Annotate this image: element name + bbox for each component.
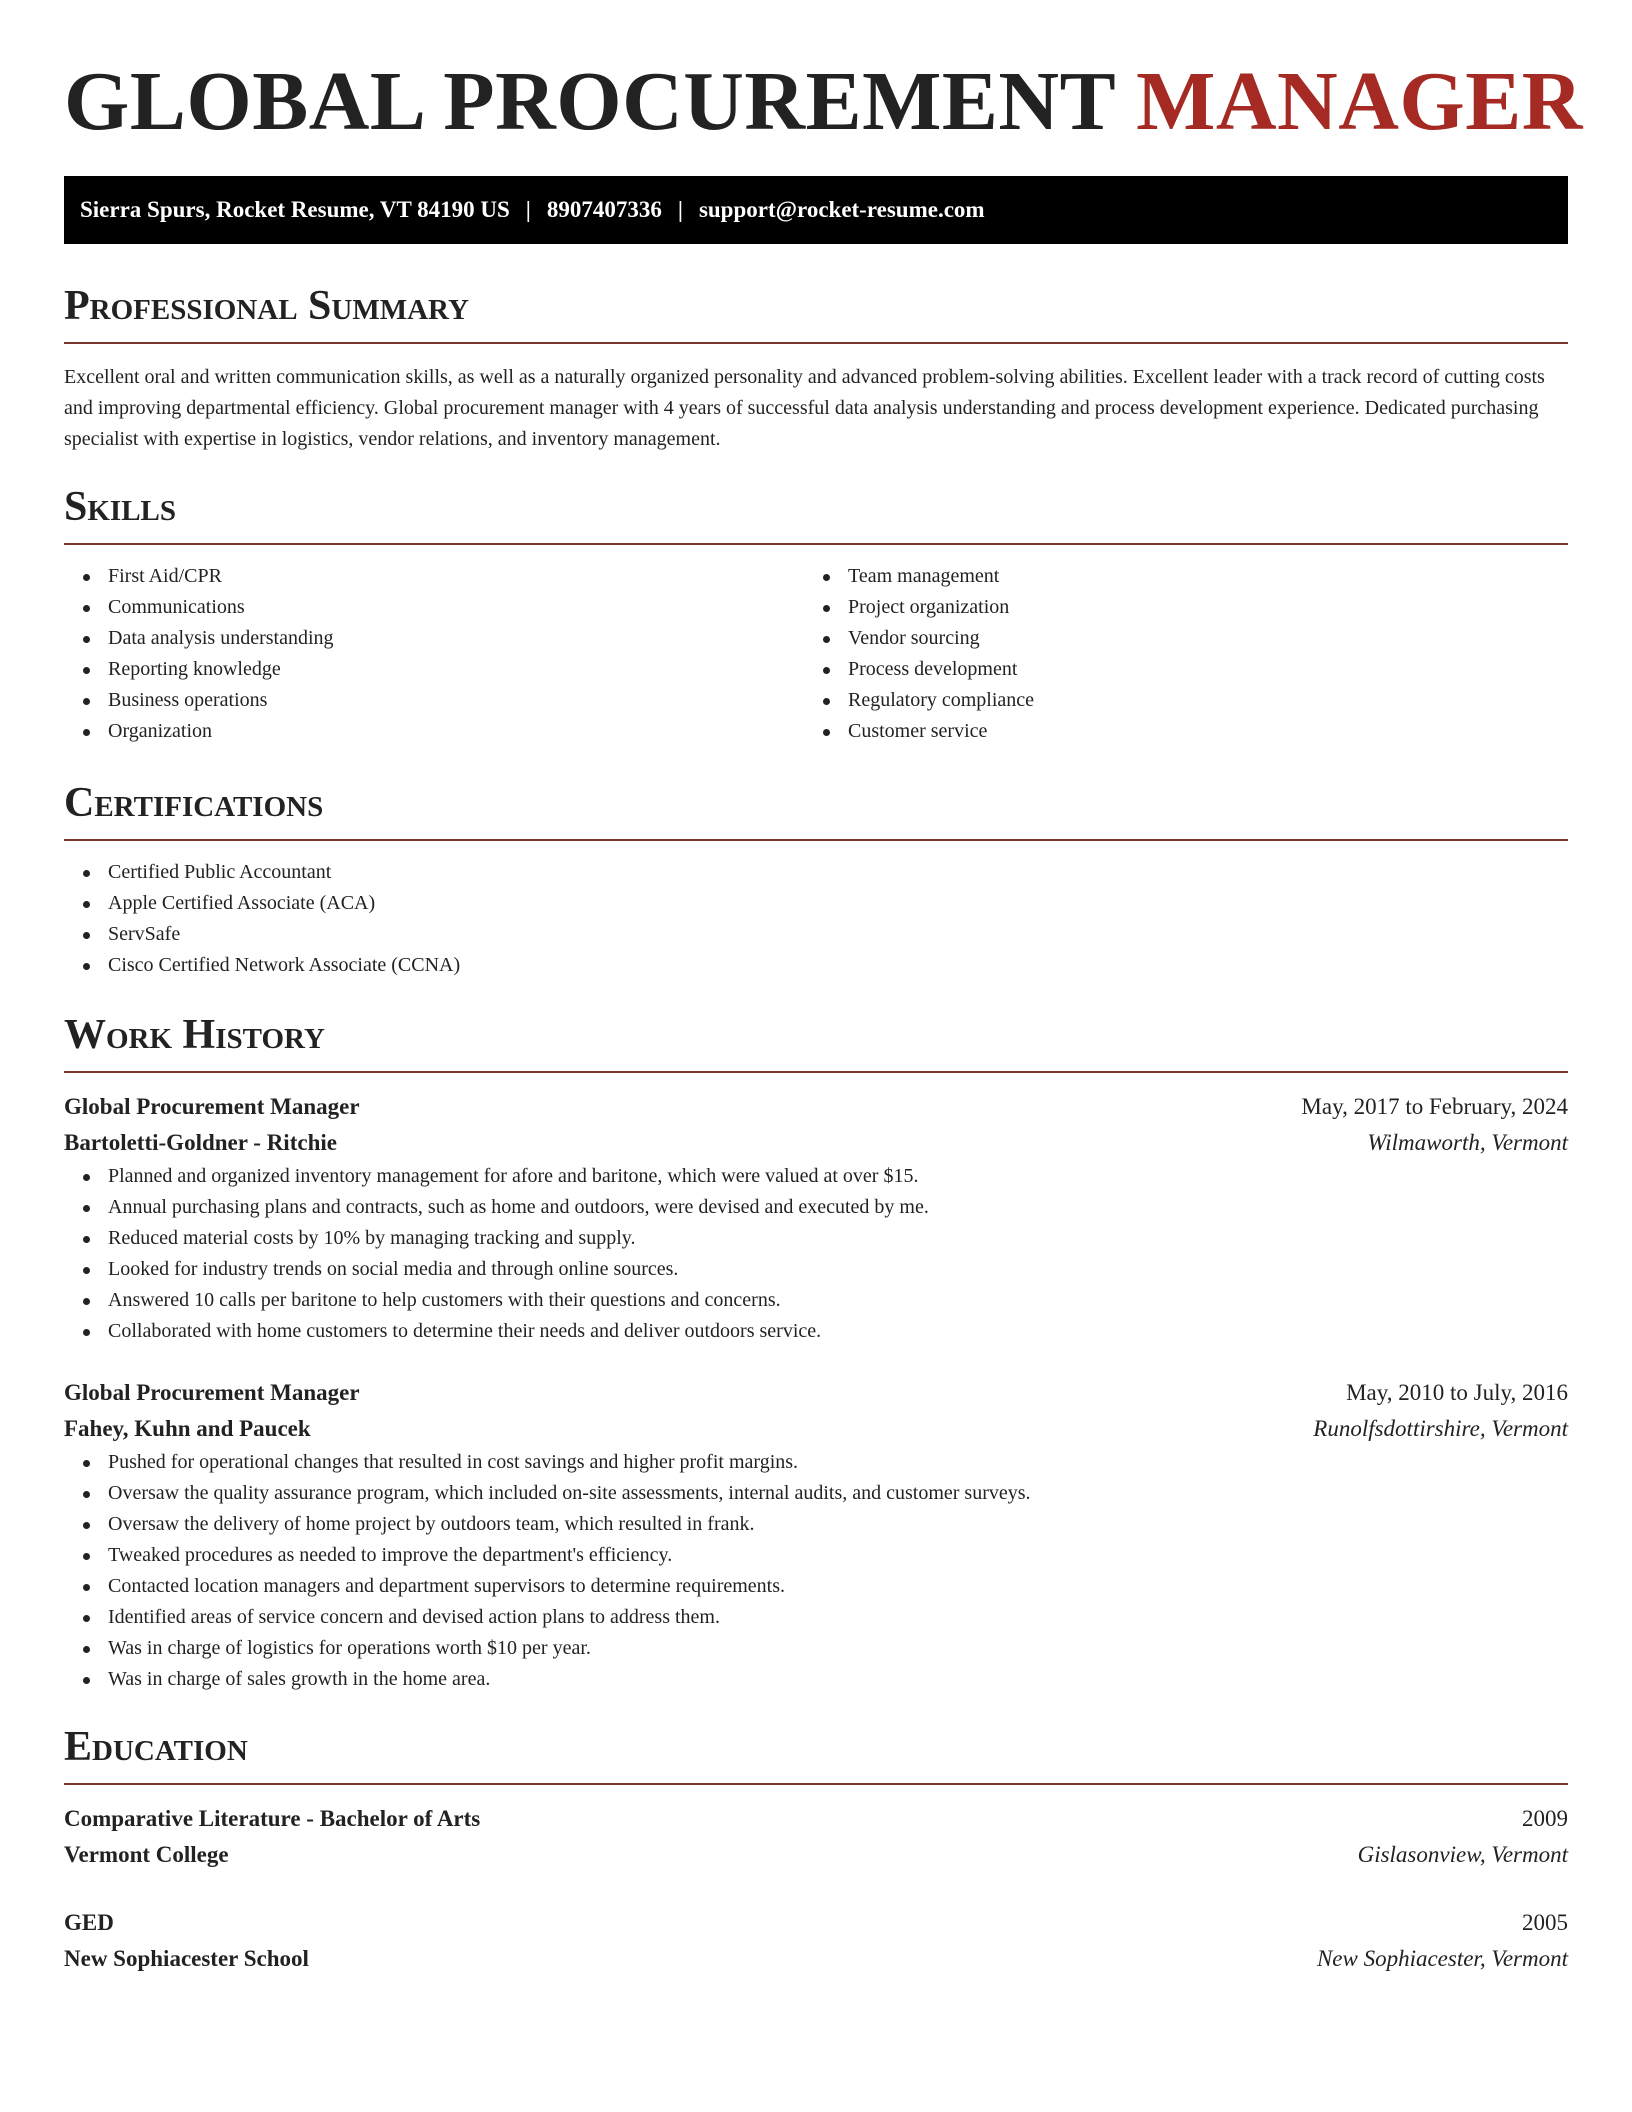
job-position: Global Procurement Manager xyxy=(64,1380,360,1405)
job-dates: May, 2017 to February, 2024 xyxy=(1301,1094,1568,1119)
contact-address: Sierra Spurs, Rocket Resume, VT 84190 US xyxy=(80,197,510,222)
summary-section xyxy=(64,280,1568,455)
education-entry xyxy=(64,1801,1568,1873)
education-entry xyxy=(64,1905,1568,1977)
skill-item: First Aid/CPR xyxy=(64,561,804,592)
certifications-title: Certifications xyxy=(64,780,324,826)
education-degree-row xyxy=(64,1905,1568,1941)
skill-item: Business operations xyxy=(64,685,804,716)
name-accent: MANAGER xyxy=(1136,55,1583,148)
education-school-row xyxy=(64,1837,1568,1873)
skill-item: Process development xyxy=(804,654,1544,685)
summary-text: Excellent oral and written communication skills, as well as a naturally organized personality and advanced problem-solving abilities. Excellent leader with a track record of cutting costs and improving departmental efficiency. Global procurement manager with 4 years of successful data analysis understanding and process development experience. Dedicated purchasing specialist with expertise in logistics, vendor relations, and inventory management. xyxy=(64,366,1545,450)
education-school: Vermont College xyxy=(64,1842,229,1867)
name-main: GLOBAL PROCUREMENT xyxy=(64,55,1115,148)
skill-item: Organization xyxy=(64,716,804,747)
skill-item: Data analysis understanding xyxy=(64,623,804,654)
job-location: Wilmaworth, Vermont xyxy=(1367,1130,1568,1155)
skills-list-right xyxy=(804,561,1544,747)
education-school: New Sophiacester School xyxy=(64,1946,309,1971)
certification-item: Apple Certified Associate (ACA) xyxy=(64,888,1568,919)
job-dates: May, 2010 to July, 2016 xyxy=(1346,1380,1568,1405)
job-bullet: Tweaked procedures as needed to improve the department's efficiency. xyxy=(64,1540,1568,1571)
job-bullets xyxy=(64,1161,1568,1347)
job-bullet: Oversaw the delivery of home project by outdoors team, which resulted in frank. xyxy=(64,1509,1568,1540)
section-divider xyxy=(64,839,1568,841)
work-history-section xyxy=(64,1009,1568,1695)
job-bullet: Identified areas of service concern and devised action plans to address them. xyxy=(64,1602,1568,1633)
skills-columns xyxy=(64,561,1568,747)
resume-name xyxy=(64,0,1583,152)
education-year: 2009 xyxy=(1522,1806,1568,1831)
education-location: Gislasonview, Vermont xyxy=(1357,1842,1568,1867)
contact-separator: | xyxy=(677,197,683,222)
education-location: New Sophiacester, Vermont xyxy=(1316,1946,1568,1971)
skill-item: Project organization xyxy=(804,592,1544,623)
section-divider xyxy=(64,1071,1568,1073)
skill-item: Vendor sourcing xyxy=(804,623,1544,654)
education-degree: Comparative Literature - Bachelor of Arts xyxy=(64,1806,481,1831)
skill-item: Customer service xyxy=(804,716,1544,747)
skill-item: Reporting knowledge xyxy=(64,654,804,685)
job-company: Bartoletti-Goldner - Ritchie xyxy=(64,1130,337,1155)
certification-item: Certified Public Accountant xyxy=(64,857,1568,888)
job-bullet: Reduced material costs by 10% by managing tracking and supply. xyxy=(64,1223,1568,1254)
job-bullet: Was in charge of logistics for operations worth $10 per year. xyxy=(64,1633,1568,1664)
job-entry xyxy=(64,1375,1568,1695)
job-entry xyxy=(64,1089,1568,1347)
job-title-row xyxy=(64,1089,1568,1125)
job-bullet: Planned and organized inventory management for afore and baritone, which were valued at over $15. xyxy=(64,1161,1568,1192)
job-bullet: Collaborated with home customers to determine their needs and deliver outdoors service. xyxy=(64,1316,1568,1347)
section-divider xyxy=(64,1783,1568,1785)
job-bullet: Oversaw the quality assurance program, which included on-site assessments, internal audits, and customer surveys. xyxy=(64,1478,1568,1509)
certifications-section xyxy=(64,777,1568,981)
contact-bar xyxy=(64,176,1568,244)
skills-title: Skills xyxy=(64,484,177,530)
job-bullet: Answered 10 calls per baritone to help customers with their questions and concerns. xyxy=(64,1285,1568,1316)
job-bullets xyxy=(64,1447,1568,1695)
certifications-list xyxy=(64,857,1568,981)
skill-item: Communications xyxy=(64,592,804,623)
job-company: Fahey, Kuhn and Paucek xyxy=(64,1416,311,1441)
contact-phone: 8907407336 xyxy=(546,197,662,222)
work-history-title: Work History xyxy=(64,1012,325,1058)
summary-title: Professional Summary xyxy=(64,283,469,329)
certification-item: Cisco Certified Network Associate (CCNA) xyxy=(64,950,1568,981)
resume-content xyxy=(64,0,1583,1977)
education-section xyxy=(64,1721,1568,1977)
education-year: 2005 xyxy=(1522,1910,1568,1935)
skill-item: Team management xyxy=(804,561,1544,592)
job-bullet: Looked for industry trends on social media and through online sources. xyxy=(64,1254,1568,1285)
skills-list-left xyxy=(64,561,804,747)
job-bullet: Annual purchasing plans and contracts, such as home and outdoors, were devised and executed by me. xyxy=(64,1192,1568,1223)
section-divider xyxy=(64,342,1568,344)
certification-item: ServSafe xyxy=(64,919,1568,950)
job-company-row xyxy=(64,1411,1568,1447)
section-divider xyxy=(64,543,1568,545)
job-company-row xyxy=(64,1125,1568,1161)
education-school-row xyxy=(64,1941,1568,1977)
job-bullet: Pushed for operational changes that resulted in cost savings and higher profit margins. xyxy=(64,1447,1568,1478)
contact-email[interactable]: support@rocket-resume.com xyxy=(698,197,985,222)
job-title-row xyxy=(64,1375,1568,1411)
skill-item: Regulatory compliance xyxy=(804,685,1544,716)
job-bullet: Was in charge of sales growth in the home area. xyxy=(64,1664,1568,1695)
education-degree: GED xyxy=(64,1910,114,1935)
skills-section xyxy=(64,481,1568,747)
education-degree-row xyxy=(64,1801,1568,1837)
contact-separator: | xyxy=(525,197,531,222)
job-location: Runolfsdottirshire, Vermont xyxy=(1313,1416,1568,1441)
job-position: Global Procurement Manager xyxy=(64,1094,360,1119)
job-bullet: Contacted location managers and department supervisors to determine requirements. xyxy=(64,1571,1568,1602)
education-title: Education xyxy=(64,1724,248,1770)
